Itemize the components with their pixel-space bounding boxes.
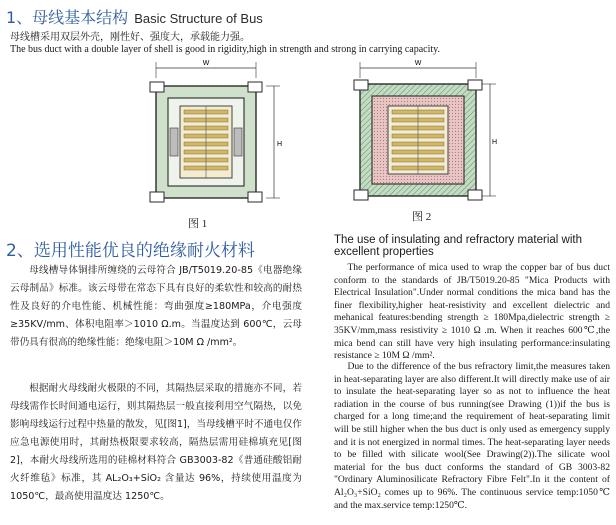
intro-text-cn: 母线槽采用双层外壳，刚性好、强度大，承载能力强。 (10, 32, 250, 43)
figure-2-h-label: H (492, 139, 498, 146)
figure-1-flange (150, 192, 164, 202)
figure-1-caption: 图 1 (188, 218, 208, 230)
body-paragraph-cn-2-text: 根据耐火母线耐火极限的不同，其隔热层采取的措施亦不同，若母线需作长时间通电运行，则其隔热层一般直接利用空气隔热，以免影响母线运行过程中热量的散发，见[图1]，当母线槽平时不通电仅作应急电源使用时，其耐热极限要求较高，隔热层需用硅棉填充见[图2]，本耐火母线所选用的硅棉材料符合 GB3003-82《普通硅酸铝耐火纤维毡》标准，其 AL₂O₃+SiO₂ 含量达 96%，持续使用温度为 1050℃，最高使用温度达 1250℃。 (10, 383, 302, 502)
body-paragraph-cn-2 (10, 380, 302, 506)
figure-2-w-label: W (414, 60, 422, 67)
figure-2-flange (468, 190, 482, 200)
figure-2-flange (468, 80, 482, 90)
section-1-heading (6, 5, 263, 28)
figure-1-drawing (134, 58, 284, 216)
body-paragraph-en-1 (334, 262, 610, 363)
section-1-title-en: Basic Structure of Bus (134, 11, 263, 26)
figure-1-w-label: W (202, 60, 210, 67)
section-2-title-en: The use of insulating and refractory material with excellent properties (334, 234, 583, 258)
figure-1-flange (150, 82, 164, 92)
body-paragraph-cn-1 (10, 262, 302, 352)
body-paragraph-en-2 (334, 361, 610, 512)
body-paragraph-cn-1-text: 母线槽导体铜排所缠绕的云母符合 JB/T5019.20-85《电器绝缘云母制品》标准。该云母带在常态下具有良好的柔软性和较高的耐热性及良好的介电性能、机械性能：弯曲强度≥180MPa，介电强度≥35KV/mm、体积电阻率＞1010 Ω.m。当温度达到 600℃，云母带仍具有很高的绝缘性能：绝缘电阻＞10M Ω /mm²。 (10, 265, 302, 348)
figure-2-drawing (340, 58, 500, 210)
figure-1-flange (248, 82, 262, 92)
figure-2-flange (354, 190, 368, 200)
figure-2-caption: 图 2 (412, 211, 432, 223)
section-1-title-cn: 1、母线基本结构 (6, 8, 129, 27)
section-2-title-cn: 2、选用性能优良的绝缘耐火材料 (6, 241, 255, 261)
figure-1-h-label: H (277, 141, 283, 148)
body-paragraph-en-2-text: Due to the difference of the bus refractory limit,the measures taken in heat-separating layer are also different.It will directly make use of air to insulate the heat-separating layer so as not to influence the heat radiation in the course of bus running(see Drawing (1))if the bus is charged for a long time;and the requirement of heat-separating limit will be still higher when the bus duct is only used as emergency supply and it is not energized in normal times. The heat-separating layer needs to be filled with silicate wool(See Drawing(2)).The silicate wool material for the bus duct conforms the standard of GB 3003-82 "Ordinary Aluminosilicate Refractory Fibre Felt".In it the content of Al₂O₃+SiO₂ comes up to 96%. The continuous service temp:1050℃ and the max.service temp:1250℃. (334, 361, 610, 511)
body-paragraph-en-1-text: The performance of mica used to wrap the copper bar of bus duct conform to the standards of JB/T5019.20-85 "Mica Products with Electrical Insulation".Under normal conditions the mica band has the finer flexibility,higher heat-resistivity and excellent dielectric and mehanical features:bending strength ≥ 180Mpa,dielectric strength ≥ 35KV/mm,mass resistivity ≥ 1010 Ω .m. When it reaches 600℃,the mica bend can still have very high insulating performance:insulating resistance ≥ 10M Ω /mm². (334, 262, 610, 362)
intro-text-en: The bus duct with a double layer of shell is good in rigidity,high in strength and strong in carrying capacity. (10, 44, 440, 55)
figure-2-flange (354, 80, 368, 90)
figure-1-flange (248, 192, 262, 202)
